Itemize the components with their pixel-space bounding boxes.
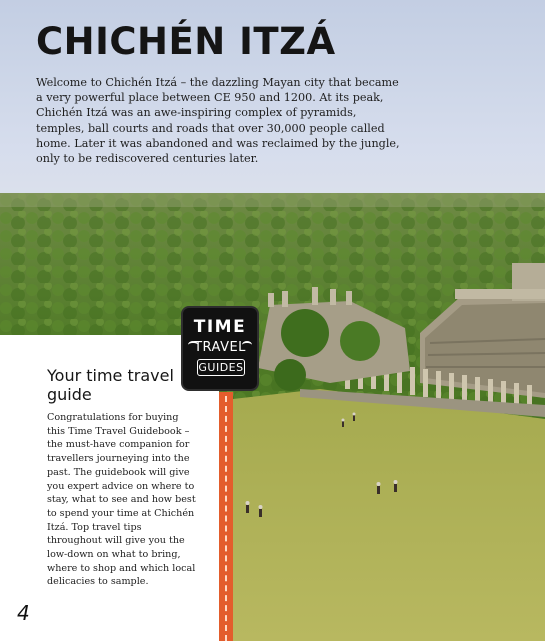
wing-right-icon bbox=[242, 341, 252, 349]
page-title: CHICHÉN ITZÁ bbox=[36, 20, 336, 63]
logo-line-time: TIME bbox=[193, 317, 247, 337]
intro-paragraph: Welcome to Chichén Itzá – the dazzling Mayan city that became a very powerful place between CE 950 and 1200. At its peak, Chichén Itzá was an awe-inspiring complex of pyramids, temples, ball courts and roads that over 30,000 people called home. Later it was abandoned and was reclaimed by the jungle, only to be rediscovered centuries later. bbox=[36, 76, 400, 166]
time-travel-guides-logo bbox=[181, 306, 259, 391]
logo-line-travel: TRAVEL bbox=[194, 340, 246, 355]
page-number: 4 bbox=[17, 601, 30, 625]
guide-heading: Your time travel guide bbox=[47, 366, 174, 404]
logo-line-guides: GUIDES bbox=[198, 361, 244, 374]
strip-stitching bbox=[225, 396, 227, 641]
guide-body: Congratulations for buying this Time Travel Guidebook – the must-have companion for travellers journeying into the past. The guidebook will give you expert advice on where to stay, what to see and how best to spend your time at Chichén Itzá. Top travel tips throughout will give you the low-down on what to bring, where to shop and which local delicacies to sample. bbox=[47, 412, 196, 588]
